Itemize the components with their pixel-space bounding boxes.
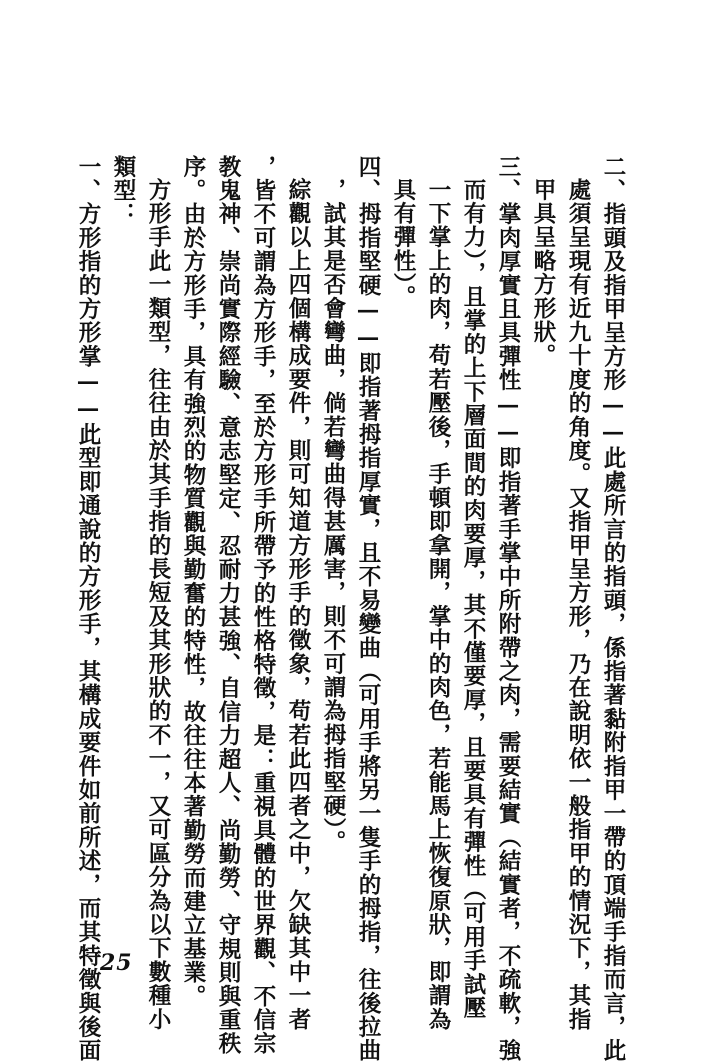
text-column-9: ，試其是否會彎曲，倘若彎曲得甚厲害，則不可謂為拇指堅硬）。 [320, 178, 346, 855]
text-column-2: 處須呈現有近九十度的角度。又指甲呈方形，乃在說明依一般指甲的情況下，其指 [565, 178, 591, 1032]
text-column-8: 四、拇指堅硬——即指著拇指厚實，且不易變曲（可用手將另一隻手的拇指，往後拉曲 [355, 155, 381, 1063]
text-column-14: 方形手此一類型，往往由於其手指的長短及其形狀的不一，又可區分為以下數種小 [145, 178, 171, 1032]
text-column-16: 一、方形指的方形掌——此型即通說的方形手，其構成要件如前所述，而其特徵與後面 [75, 155, 101, 1063]
text-column-12: 教鬼神、崇尚實際經驗、意志堅定、忍耐力甚強、自信力超人、尚勤勞、守規則與重秩 [215, 155, 241, 1056]
text-column-7: 具有彈性）。 [390, 178, 416, 309]
page-number: 25 [100, 950, 133, 976]
text-column-1: 二、指頭及指甲呈方形——此處所言的指頭，係指著黏附指甲一帶的頂端手指而言，此 [600, 155, 626, 1063]
text-column-3: 甲具呈略方形狀。 [530, 178, 556, 368]
text-column-10: 綜觀以上四個構成要件，則可知道方形手的徵象，苟若此四者之中，欠缺其中一者 [285, 178, 311, 1032]
text-column-15: 類型： [110, 155, 136, 227]
text-column-4: 三、掌肉厚實且具彈性——即指著手掌中所附帶之肉，需要結實（結實者，不疏軟，強 [495, 155, 521, 1063]
text-column-6: 一下掌上的肉，苟若壓後，手頓即拿開，掌中的肉色，若能馬上恢復原狀，即謂為 [425, 178, 451, 1032]
text-column-13: 序。由於方形手，具有強烈的物質觀與勤奮的特性，故往往本著勤勞而建立基業。 [180, 155, 206, 1009]
text-column-11: ，皆不可謂為方形手，至於方形手所帶予的性格特徵，是：重視具體的世界觀、不信宗 [250, 155, 276, 1056]
text-column-5: 而有力），且掌的上下層面間的肉要厚，其不僅要厚，且要具有彈性（可用手試壓 [460, 178, 486, 1020]
